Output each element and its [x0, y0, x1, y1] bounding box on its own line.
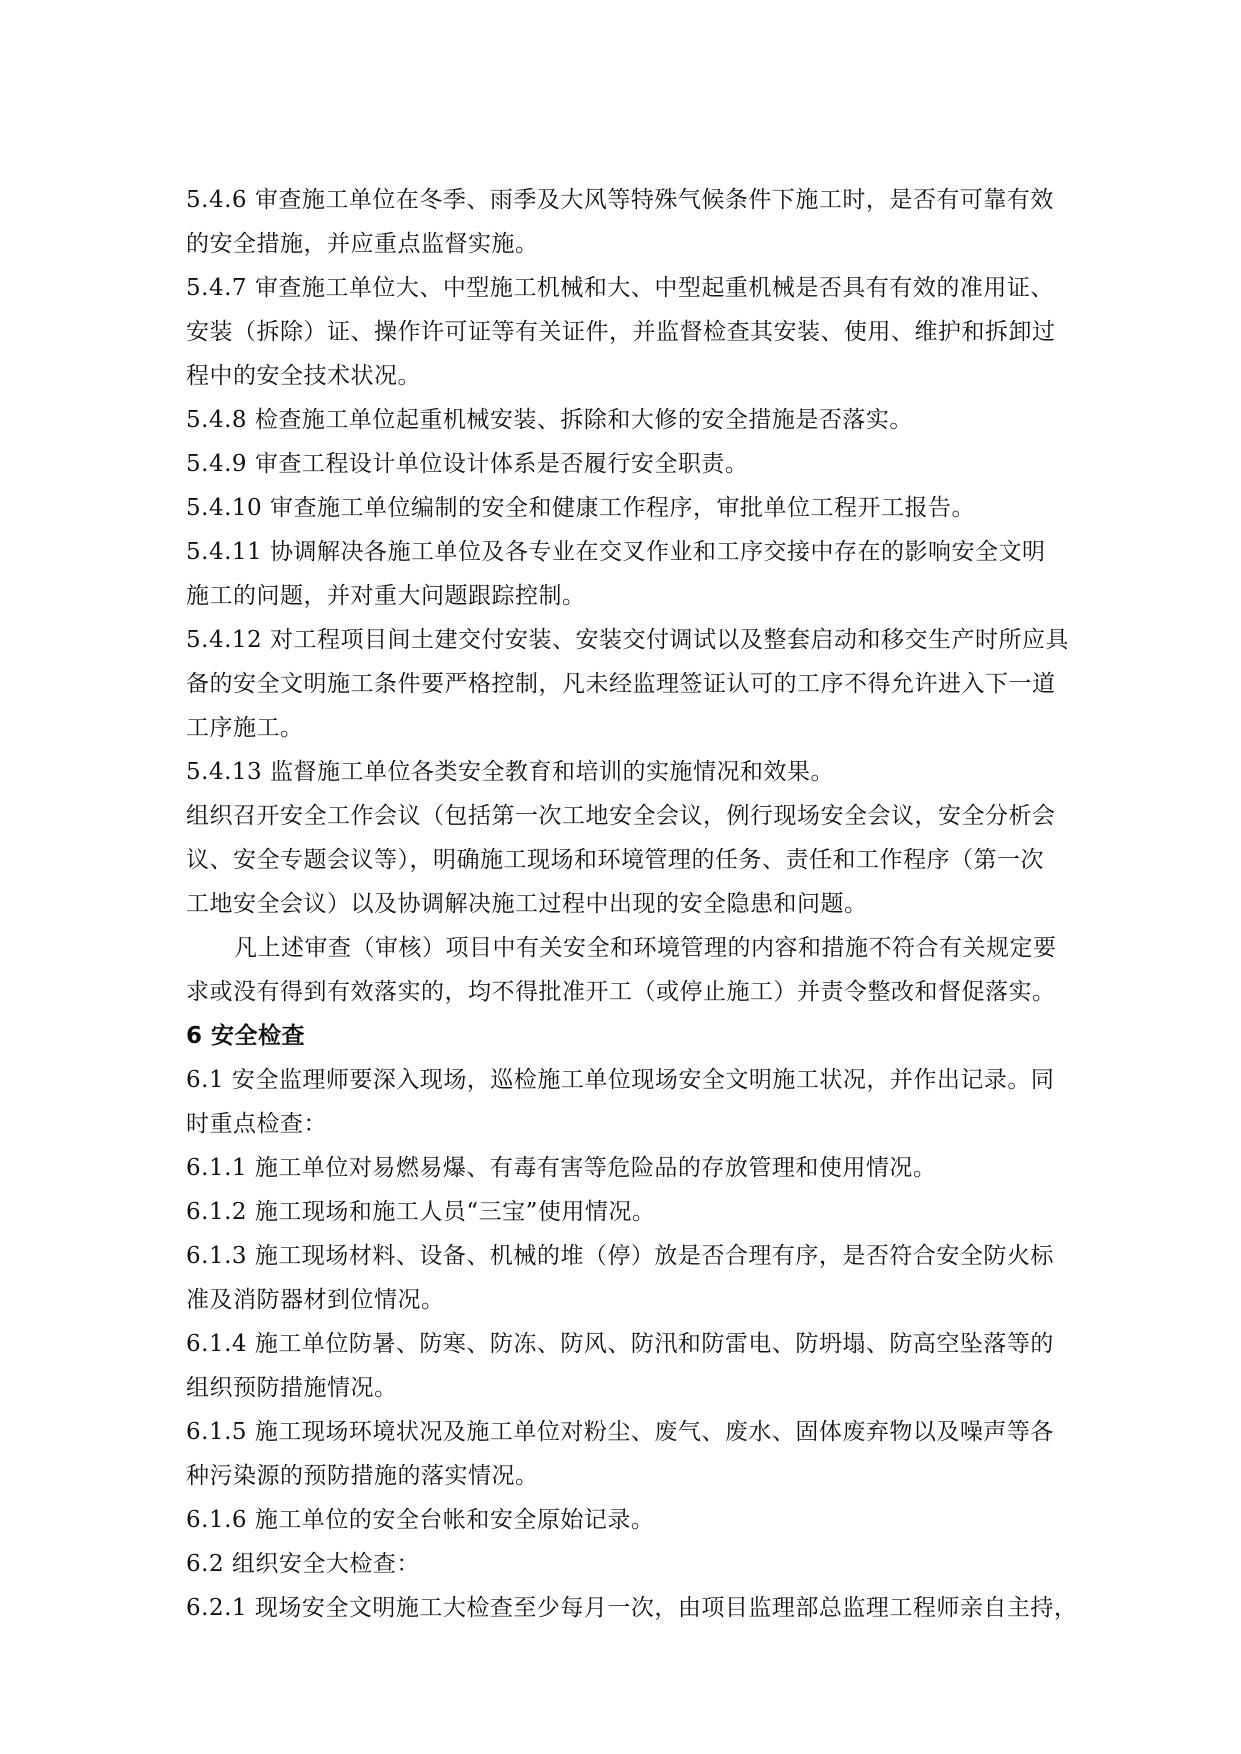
text-line: 安装（拆除）证、操作许可证等有关证件，并监督检查其安装、使用、维护和拆卸过	[186, 319, 1056, 345]
text-line: 的安全措施，并应重点监督实施。	[186, 231, 539, 257]
text-line: 6.1.1 施工单位对易燃易爆、有毒有害等危险品的存放管理和使用情况。	[186, 1155, 937, 1181]
text-line: 5.4.13 监督施工单位各类安全教育和培训的实施情况和效果。	[186, 759, 834, 785]
text-line: 程中的安全技术状况。	[186, 363, 421, 389]
text-line: 5.4.8 检查施工单位起重机械安装、拆除和大修的安全措施是否落实。	[186, 407, 913, 433]
text-line: 6.1.6 施工单位的安全台帐和安全原始记录。	[186, 1507, 655, 1533]
text-line: 6.1.2 施工现场和施工人员“三宝”使用情况。	[186, 1199, 656, 1225]
text-line: 5.4.12 对工程项目间土建交付安装、安装交付调试以及整套启动和移交生产时所应具	[186, 627, 1069, 653]
text-line: 6.1.5 施工现场环境状况及施工单位对粉尘、废气、废水、固体废弃物以及噪声等各	[186, 1419, 1054, 1445]
text-line: 6.2.1 现场安全文明施工大检查至少每月一次，由项目监理部总监理工程师亲自主持，	[186, 1595, 1078, 1621]
text-line: 6.1 安全监理师要深入现场，巡检施工单位现场安全文明施工状况，并作出记录。同	[186, 1067, 1055, 1093]
text-line: 种污染源的预防措施的落实情况。	[186, 1463, 539, 1489]
text-line: 时重点检查：	[186, 1111, 327, 1137]
text-line: 6.1.3 施工现场材料、设备、机械的堆（停）放是否合理有序，是否符合安全防火标	[186, 1243, 1054, 1269]
document-body	[186, 178, 1106, 1630]
text-line: 5.4.11 协调解决各施工单位及各专业在交叉作业和工序交接中存在的影响安全文明	[186, 539, 1046, 565]
text-line: 工序施工。	[186, 715, 304, 741]
text-line: 5.4.10 审查施工单位编制的安全和健康工作程序，审批单位工程开工报告。	[186, 495, 975, 521]
text-line: 6.2 组织安全大检查：	[186, 1551, 420, 1577]
text-line: 5.4.7 审查施工单位大、中型施工机械和大、中型起重机械是否具有有效的准用证、	[186, 275, 1054, 301]
text-line: 议、安全专题会议等），明确施工现场和环境管理的任务、责任和工作程序（第一次	[186, 847, 1044, 873]
text-line: 组织预防措施情况。	[186, 1375, 398, 1401]
text-line: 组织召开安全工作会议（包括第一次工地安全会议，例行现场安全会议，安全分析会	[186, 803, 1056, 829]
text-line: 工地安全会议）以及协调解决施工过程中出现的安全隐患和问题。	[186, 891, 868, 917]
text-line: 凡上述审查（审核）项目中有关安全和环境管理的内容和措施不符合有关规定要	[234, 935, 1057, 961]
text-line: 备的安全文明施工条件要严格控制，凡未经监理签证认可的工序不得允许进入下一道	[186, 671, 1056, 697]
text-line: 准及消防器材到位情况。	[186, 1287, 445, 1313]
text-line: 5.4.6 审查施工单位在冬季、雨季及大风等特殊气候条件下施工时，是否有可靠有效	[186, 187, 1054, 213]
section-heading: 6 安全检查	[186, 1023, 306, 1049]
text-line: 施工的问题，并对重大问题跟踪控制。	[186, 583, 586, 609]
text-line: 6.1.4 施工单位防暑、防寒、防冻、防风、防汛和防雷电、防坍塌、防高空坠落等的	[186, 1331, 1054, 1357]
text-line: 求或没有得到有效落实的，均不得批准开工（或停止施工）并责令整改和督促落实。	[186, 979, 1056, 1005]
text-line: 5.4.9 审查工程设计单位设计体系是否履行安全职责。	[186, 451, 749, 477]
